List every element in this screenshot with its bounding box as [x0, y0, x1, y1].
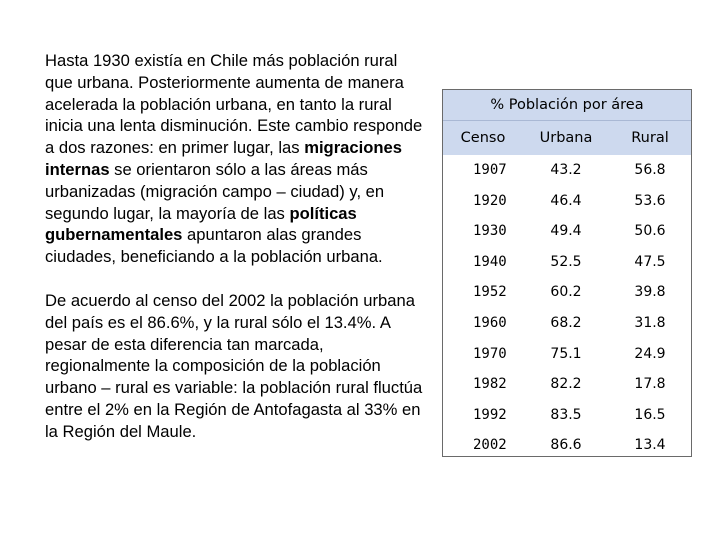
cell-urbana: 60.2: [550, 284, 582, 301]
cell-urbana: 86.6: [550, 437, 582, 454]
cell-rural: 24.9: [634, 345, 666, 362]
cell-urbana: 68.2: [550, 314, 582, 331]
cell-rural: 17.8: [634, 376, 666, 393]
paragraph-1-text-c: apuntaron alas grandes ciudades, beneficiando a la población urbana.: [45, 225, 383, 267]
header-rural: Rural: [631, 130, 669, 146]
paragraph-2: De acuerdo al censo del 2002 la población urbana del país es el 86.6%, y la rural sólo el 13.4%. A pesar de esta diferencia tan marcada, regionalmente la composición de la población urbano – rural es variable: la población rural fluctúa entre el 2% en la Región de Antofagasta al 33% en la Región del Maule.: [45, 290, 423, 441]
cell-urbana: 49.4: [550, 223, 582, 240]
body-text: [45, 50, 425, 443]
table-row: [443, 339, 691, 370]
paragraph-1: [45, 50, 425, 268]
header-urbana: Urbana: [539, 130, 593, 146]
cell-urbana: 43.2: [550, 162, 582, 178]
table-header-row: [443, 121, 691, 155]
cell-urbana: 75.1: [550, 345, 582, 362]
cell-censo: 1940: [473, 253, 507, 270]
cell-rural: 56.8: [634, 162, 666, 178]
population-table: [442, 89, 692, 457]
paragraph-1-bold-a: migraciones internas: [45, 138, 402, 179]
cell-rural: 47.5: [634, 253, 666, 270]
table-row: [443, 400, 691, 431]
cell-urbana: 52.5: [550, 253, 582, 270]
table-row: [443, 186, 691, 217]
paragraph-1-text-b: se orientaron sólo a las áreas más urbanizadas (migración campo – ciudad) y, en segundo lugar, la mayoría de las: [45, 159, 385, 223]
table-row: [443, 277, 691, 308]
cell-censo: 1960: [473, 314, 507, 331]
cell-censo: 1907: [473, 162, 507, 178]
cell-censo: 1930: [473, 223, 507, 240]
cell-rural: 50.6: [634, 223, 666, 240]
cell-censo: 1982: [473, 376, 507, 393]
header-censo: Censo: [460, 130, 506, 146]
cell-censo: 1970: [473, 345, 507, 362]
table-row: [443, 216, 691, 247]
table-row: [443, 369, 691, 400]
cell-urbana: 46.4: [550, 192, 582, 209]
cell-rural: 16.5: [634, 406, 666, 423]
cell-censo: 1952: [473, 284, 507, 301]
cell-censo: 1992: [473, 406, 507, 423]
cell-rural: 53.6: [634, 192, 666, 209]
table-row: [443, 155, 691, 186]
cell-rural: 39.8: [634, 284, 666, 301]
cell-censo: 2002: [473, 437, 507, 454]
cell-rural: 31.8: [634, 314, 666, 331]
cell-censo: 1920: [473, 192, 507, 209]
table-row: [443, 430, 691, 461]
table-row: [443, 247, 691, 278]
table-body: [443, 155, 691, 461]
cell-urbana: 83.5: [550, 406, 582, 423]
table-row: [443, 308, 691, 339]
cell-rural: 13.4: [634, 437, 666, 454]
paragraph-1-bold-b: políticas gubernamentales: [45, 203, 357, 245]
paragraph-1-text-a: Hasta 1930 existía en Chile más población rural que urbana. Posteriormente aumenta de manera acelerada la población urbana, en tanto la rural inicia una lenta disminución. Este cambio responde a dos razones: en primer lugar, las: [45, 51, 423, 158]
table-title: % Población por área: [443, 90, 691, 121]
cell-urbana: 82.2: [550, 376, 582, 393]
